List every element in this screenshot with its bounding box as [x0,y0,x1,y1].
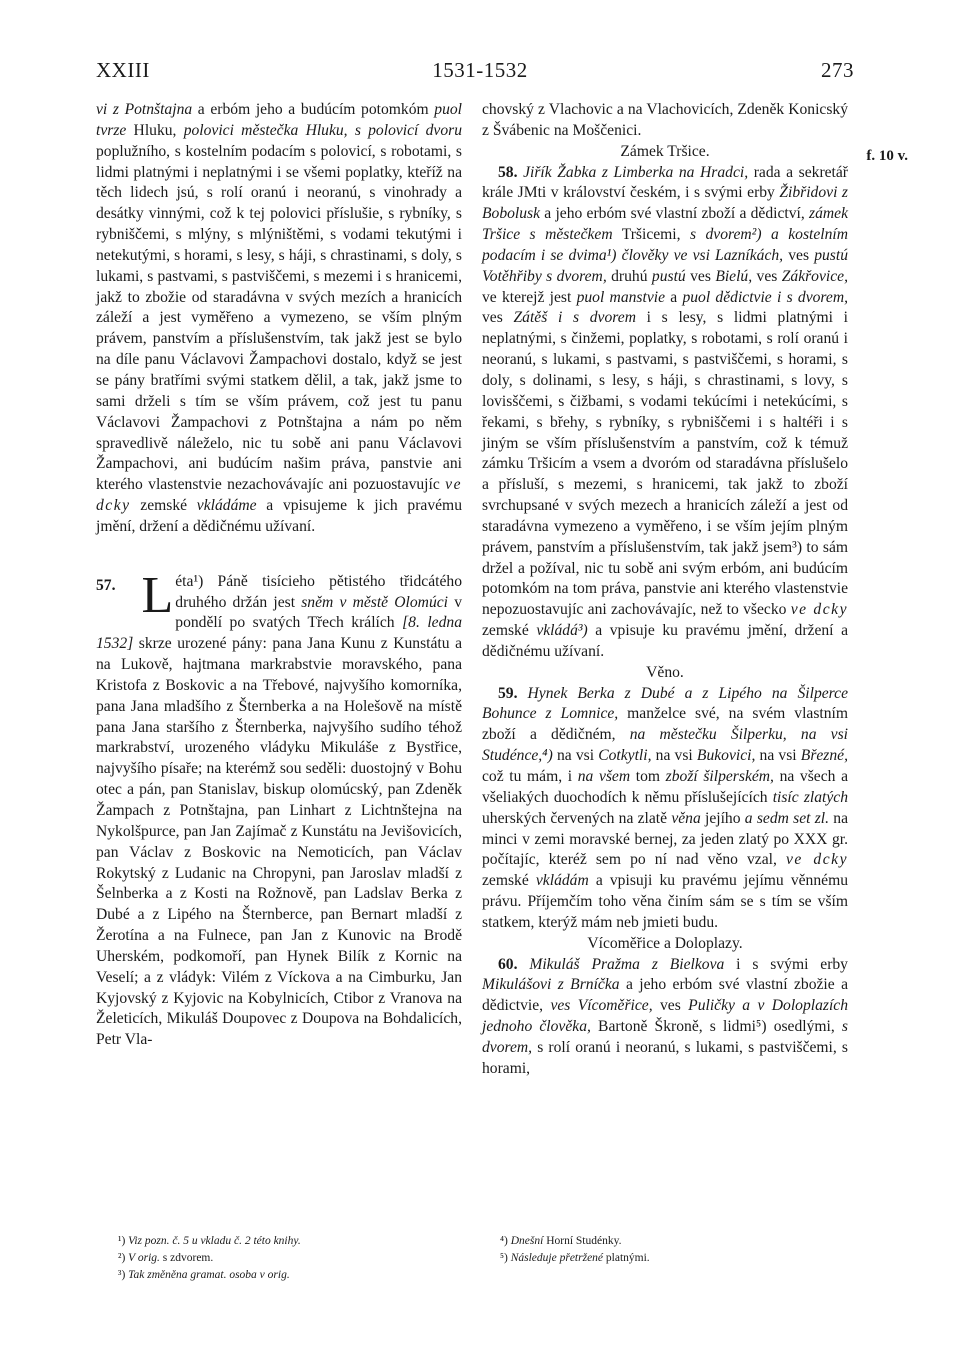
section-heading: Vícoměřice a Doloplazy. [587,934,743,952]
entry-58: 58. Jiřík Žabka z Limberka na Hradci, rada a sekretář krále JMti v království českém, i s svými erby Žibřidovi z Bobolusk a jeho erbóm své vlastní zboží a dědictví, zámek Tršice s městečkem Tršicemi, s dvorem²) a kostelním podacím i se dvima¹) člověky ve vsi Lazníkách, ves pustú Votěhřiby s dvorem, druhú pustú ves Bielú, ves Zákřovice, ve kterejž jest puol manstvie a puol dědictvie i s dvorem, ves Zátěš i s dvorem i s lesy, s lidmi platnými i neplatnými, s činžemi, poplatky, s robotami, s rolí oranú i neoranú, s lukami, s pastvami, s pastviščemi, s horami, s doly, s dolinami, s lesy, s háji, s chrastinami, s lovy, s lovisščemi, s čižbami, s vodami tekúcími i netekúcími, s řekami, s břehy, s rybníky, s rybniščemi i s haltéři i s jiným se vším příslušenstvím a panstvím, což k témuž zámku Tršicím a vsem a dvoróm od staradávna příslušelo a přísluší, s mezemi, s hranicemi, tak jakž to zboží svrchupsané v svých mezech a hranicích záleží a jest od staradávna vymezeno a vyměřeno, i se vším jejím plným právem, panstvím a příslušenstvím, tak jakž jsem³) to sám držel a požíval, nic tu sobě ani svým erbóm, ani budúcím potomkóm na tom práva, panstvie ani kterého vlastenstvie nepozuostavujíc ani zachovávajíc, než to všecko ve dcky zemské vkládá³) a vpisuje ku pravému jmění, držení a dědičnému užívaní. [482,163,848,660]
entry-60: 60. Mikuláš Pražma z Bielkova i s svými erby Mikulášovi z Brníčka a jeho erbóm své vlastní zbožie a dědictvie, ves Vícoměřice, ves Puličky a v Doloplazích jednoho člověka, Bartoně Škroně, s lidmi⁵) osedlými, s dvorem, s rolí oranú i neoranú, s lukami, s pastviščemi, s horami, [482,955,848,1077]
page-number: 273 [821,58,854,82]
footnote: ³) Tak změněna gramat. osoba v orig. [118,1269,290,1281]
right-column [482,100,848,1080]
entry-57: 57. L éta¹) Páně tisícieho pětistého třidcátého druhého držán jest sněm v městě Olomúci v pondělí po svatých Třech králích [8. ledna 1532] skrze urozené pány: pana Jana Kunu z Kunstátu a na Lukově, hajtmana markrabstvie moravského, pana Kristofa z Boskovic a na Třebové, najvyšího komorníka, pana Jana mladšího z Šternberka a na Holešově na místě pana Jana staršího z Šternberka, najvyšího sudího téhož markrabství, urozeného vládyku Mikuláše z Bystřice, najvyšího písaře; na kterémž sou seděli: duostojný v Bohu otec a pán, pan Stanislav, biskup olomúcský, pan Zdeněk Žampach z Potnštajna, pan Linhart z Lichtnštejna na Nykolšpurce, pan Jan Zajímač z Kunstátu na Jevišovicích, pan Václav z Boskovic na Nemoticích, pan Václav Rokytský z Ludanic na Chropyni, pan Jaroslav mladší z Šelnberka a z Kosti na Rožnově, pan Ladslav Berka z Dubé a z Lipého na Šternberce, pan Bernart mladší z Žerotína a na Fulnece, pan Jan z Kunovic na Brodě Uherském, podkomoří, pan Hynek Bilík z Kornic na Veselí; a z vládyk: Vilém z Víckova a na Cimburku, Jan Kyjovský z Kyjovic na Kobylnicích, Ctibor z Vranova na Želeticích, Mikuláš Doupovec z Doupova na Bohdalicích, Petr Vla- [96,566,462,1049]
section-heading: Věno. [646,663,684,681]
running-head-left: XXIII [96,58,150,82]
running-head-center: 1531-1532 [432,58,528,82]
footnotes-right [500,1233,860,1267]
footnote: ⁴) Dnešní Horní Studénky. [500,1235,622,1247]
footnote: ²) V orig. s zdvorem. [118,1252,214,1264]
left-column [96,100,462,1051]
paragraph-continuation: chovský z Vlachovic a na Vlachovicích, Zdeněk Konicský z Švábenic na Moščenici. [482,101,848,139]
entry-number: 57. [96,576,116,594]
margin-folio-note: f. 10 v. [866,148,908,164]
footnote: ¹) Viz pozn. č. 5 u vkladu č. 2 této knihy. [118,1235,301,1247]
paragraph-continuation: vi z Potnštajna a erbóm jeho a budúcím potomkóm puol tvrze Hluku, polovici městečka Hluku, s polovicí dvoru poplužního, s kostelním podacím s polovicí, s robotami, s lidmi platnými i neplatnými i se všemi poplatky, kteříž na těch lidech jsú, s rolí oranú i neoranú, s vinohrady a desátky vinnými, což k tej polovici příslušie, s rybníky, s rybniščemi, s mlýny, s mlýništěmi, s vodami tekutými i netekutými, s horami, s lesy, s háji, s chrastinami, s doly, s lukami, s pastvami, s pastviščemi, s mezemi i s hranicemi, jakž to zbožie od staradávna v svých mezích a hranicích záleží a jest vyměřeno a vymezeno, se vším plným právem, panstvím a příslušenstvím, tak jakž jest se bylo na díle panu Václavovi Žampachovi dostalo, když se jest se pány bratřími svými statkem dělil, a tak, jakž jsme to sami drželi s tím se vším právem, což jest tu panu Václavovi Žampachovi z Potnštajna a nám po něm spravedlivě náleželo, nic tu sobě ani panu Václavovi Žampachovi, ani budúcím našim práva, panstvie ani kterého vlastenstvie nezachovávajíc ani pozuostavujíc ve dcky zemské vkládáme a vpisujeme k jich pravému jmění, držení a dědičnému užívaní. [96,101,462,535]
entry-59: 59. Hynek Berka z Dubé a z Lipého na Šilperce Bohunce z Lomnice, manželce své, na svém vlastním zboží a dědičném, na městečku Šilperku, na vsi Studénce,⁴) na vsi Cotkytli, na vsi Bukovici, na vsi Březné, což tu mám, i na všem tom zboží šilperském, na všech a všeliakých duochodích k němu příslušejících tisíc zlatých uherských červených na zlatě věna jejího a sedm set zl. na minci v zemi moravské bernej, za jeden zlatý po XXX gr. počítajíc, kteréž sem po ní nad věno vzal, ve dcky zemské vkládám a vpisuji ku pravému jejímu věnnému právu. Příjemčím toho věna činím sám se s tím se vším statkem, kterýž mám neb jmieti budu. [482,684,849,931]
footnote: ⁵) Následuje přetržené platnými. [500,1252,650,1264]
section-heading: Zámek Tršice. [620,142,710,160]
footnotes-left [118,1233,458,1284]
drop-initial: L [141,566,174,624]
